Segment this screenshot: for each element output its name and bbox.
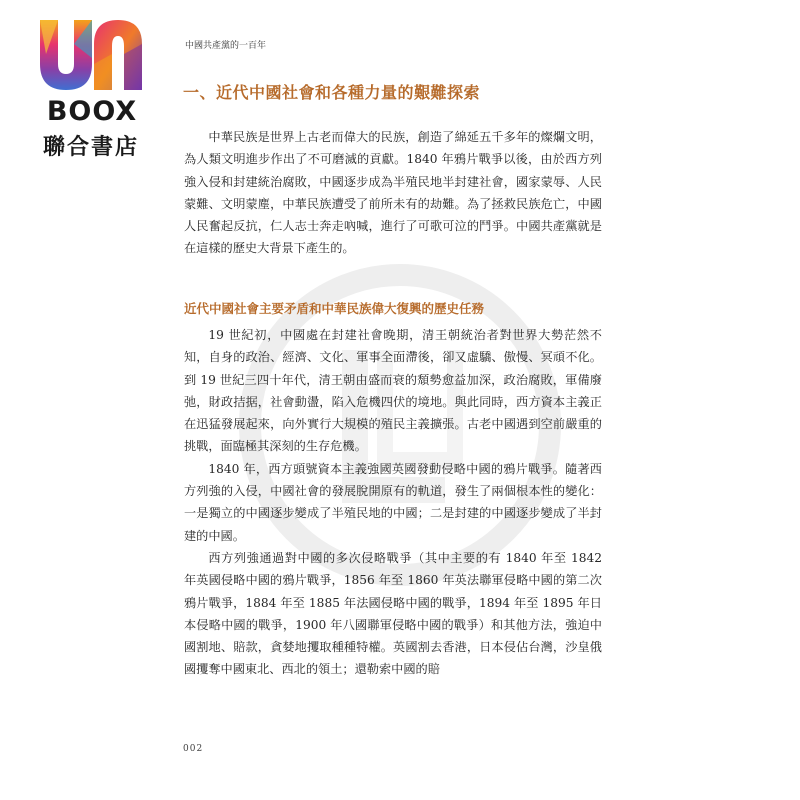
- paragraph: 1840 年，西方頭號資本主義強國英國發動侵略中國的鴉片戰爭。隨著西方列強的入侵，中國社會的發展脫開原有的軌道，發生了兩個根本性的變化：一是獨立的中國逐步變成了半殖民地的中國；二是封建的中國逐步變成了半封建的中國。: [184, 461, 602, 543]
- paragraph: 19 世紀初，中國處在封建社會晚期，清王朝統治者對世界大勢茫然不知，自身的政治、經濟、文化、軍事全面滯後，卻又虛驕、傲慢、冥頑不化。到 19 世紀三四十年代，清王朝由盛而衰的頹勢愈益加深，政治腐敗，軍備廢弛，財政拮据，社會動盪，陷入危機四伏的境地。與此同時，西方資本主義正在迅猛發展起來，向外實行大規模的殖民主義擴張。古老中國遇到空前嚴重的挑戰，面臨極其深刻的生存危機。: [184, 328, 602, 454]
- chapter-title: 一、近代中國社會和各種力量的艱難探索: [183, 83, 481, 102]
- section-text: [184, 324, 602, 681]
- section-subheading: 近代中國社會主要矛盾和中華民族偉大復興的歷史任務: [184, 301, 485, 316]
- paragraph: 西方列強通過對中國的多次侵略戰爭（其中主要的有 1840 年至 1842 年英國侵略中國的鴉片戰爭，1856 年至 1860 年英法聯軍侵略中國的第二次鴉片戰爭，1884 年至 1885 年法國侵略中國的戰爭，1894 年至 1895 年日本侵略中國的戰爭，1900 年八國聯軍侵略中國的戰爭）和其他方法，強迫中國割地、賠款，貪婪地攫取種種特權。英國割去香港，日本侵佔台灣，沙皇俄國攫奪中國東北、西北的領土；還勒索中國的賠: [184, 550, 602, 677]
- intro-text: [184, 126, 602, 260]
- logo-name-cn: 聯合書店: [42, 135, 139, 160]
- paragraph: 中華民族是世界上古老而偉大的民族，創造了綿延五千多年的燦爛文明，為人類文明進步作出了不可磨滅的貢獻。1840 年鴉片戰爭以後，由於西方列強入侵和封建統治腐敗，中國逐步成為半殖民地半封建社會，國家蒙辱、人民蒙難、文明蒙塵，中華民族遭受了前所未有的劫難。為了拯救民族危亡，中國人民奮起反抗，仁人志士奔走吶喊，進行了可歌可泣的鬥爭。中國共產黨就是在這樣的歷史大背景下產生的。: [184, 130, 602, 256]
- un-logo-mark: [36, 14, 146, 94]
- bookstore-logo: [36, 14, 146, 162]
- logo-brand-text: BOOX: [46, 96, 138, 127]
- page-number: 002: [183, 744, 204, 754]
- running-head: 中國共產黨的一百年: [185, 41, 267, 51]
